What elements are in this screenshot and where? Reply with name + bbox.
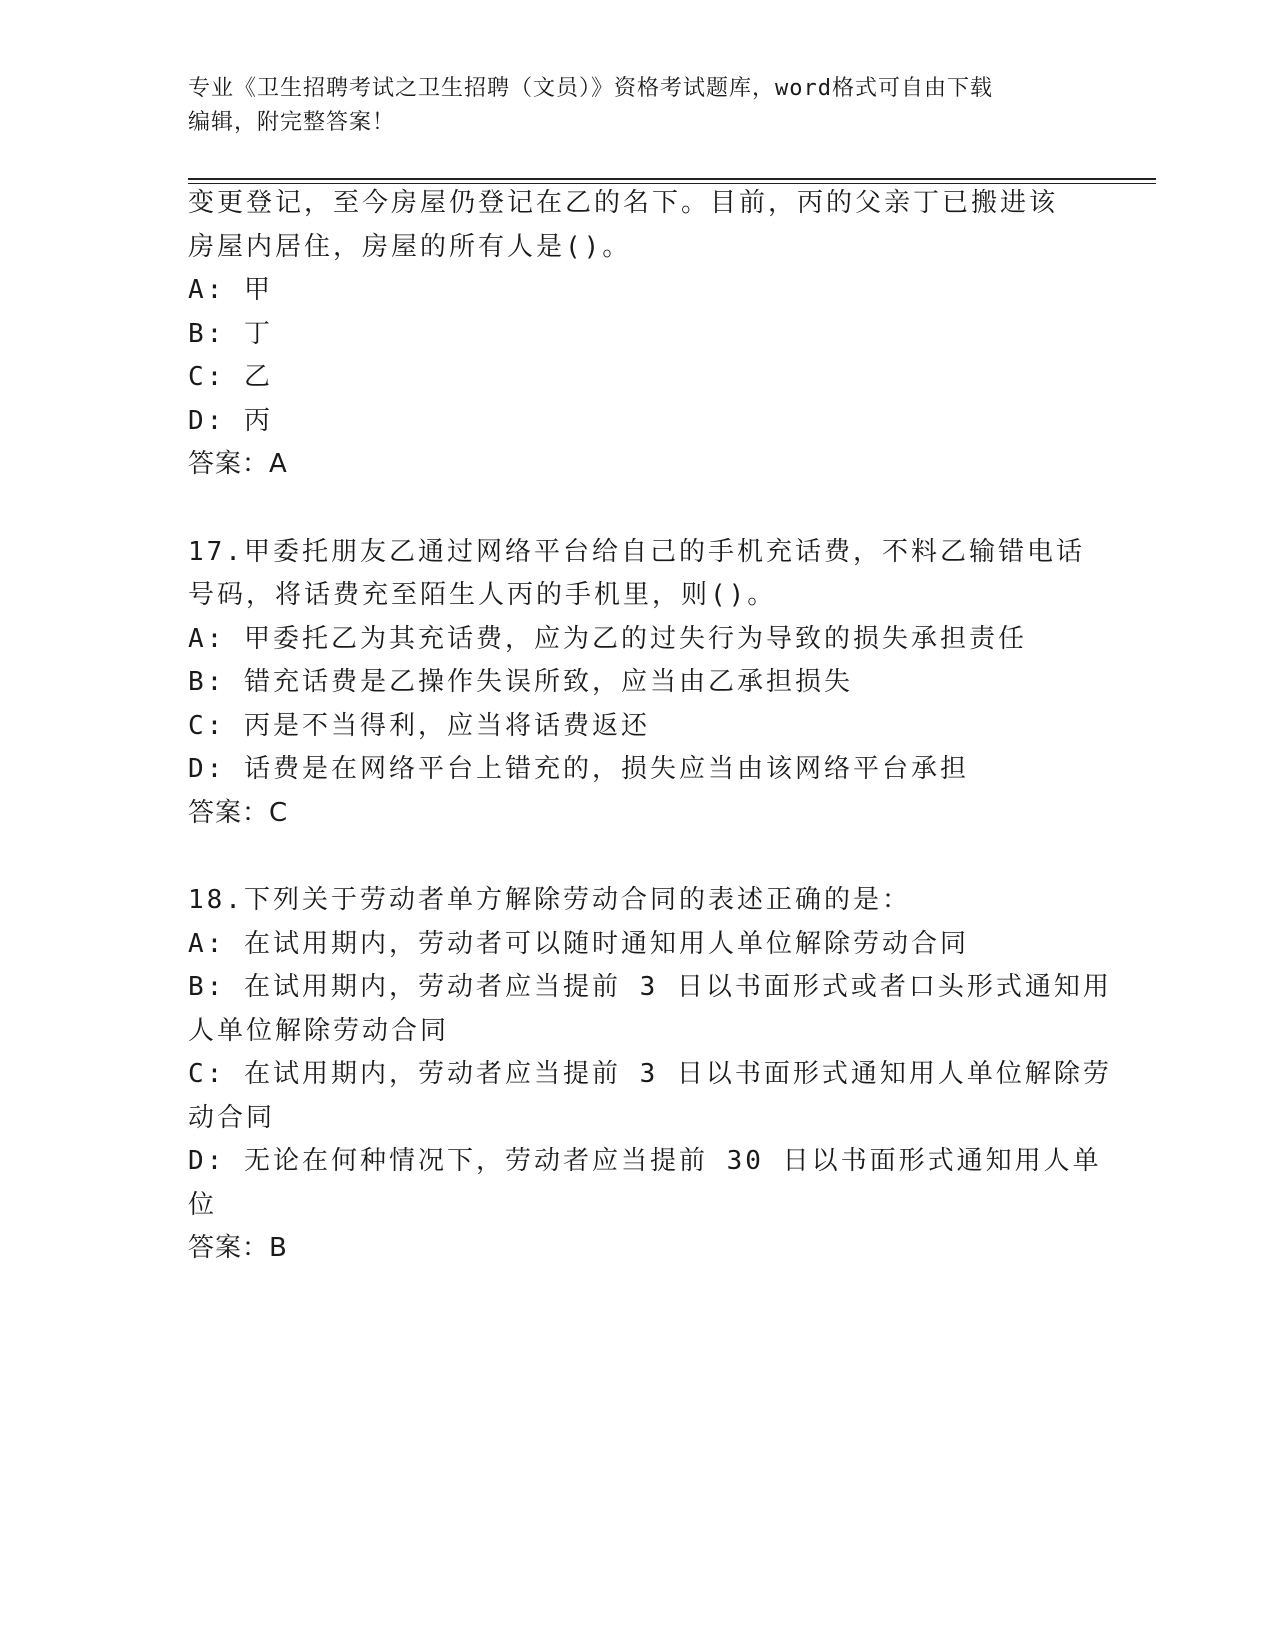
header-rule-thick (188, 178, 1156, 180)
option-a: A: 在试用期内，劳动者可以随时通知用人单位解除劳动合同 (188, 929, 969, 959)
header-line-2: 编辑，附完整答案！ (188, 110, 396, 135)
answer-label: 答案：C (188, 798, 289, 828)
option-b: B: 在试用期内，劳动者应当提前 3 日以书面形式或者口头形式通知用 (188, 972, 1112, 1002)
option-b-continued: 人单位解除劳动合同 (188, 1016, 450, 1046)
option-d: D: 无论在何种情况下，劳动者应当提前 30 日以书面形式通知用人单 (188, 1146, 1102, 1176)
header-text (188, 72, 1088, 140)
question-stem-line: 18.下列关于劳动者单方解除劳动合同的表述正确的是： (188, 885, 911, 915)
option-d-continued: 位 (188, 1190, 218, 1220)
option-c: C: 乙 (188, 362, 273, 392)
answer-label: 答案：A (188, 449, 288, 479)
option-b: B: 丁 (188, 319, 273, 349)
option-c: C: 丙是不当得利，应当将话费返还 (188, 711, 650, 741)
option-c-continued: 动合同 (188, 1103, 276, 1133)
option-d: D: 丙 (188, 406, 273, 436)
option-a: A: 甲委托乙为其充话费，应为乙的过失行为导致的损失承担责任 (188, 624, 1027, 654)
header-line-1: 专业《卫生招聘考试之卫生招聘（文员）》资格考试题库，word格式可自由下载 (188, 76, 993, 101)
question-stem-line: 变更登记，至今房屋仍登记在乙的名下。目前，丙的父亲丁已搬进该 (188, 188, 1059, 218)
question-stem-line: 17.甲委托朋友乙通过网络平台给自己的手机充话费，不料乙输错电话 (188, 537, 1085, 567)
option-d: D: 话费是在网络平台上错充的，损失应当由该网络平台承担 (188, 754, 969, 784)
question-stem-line: 房屋内居住，房屋的所有人是()。 (188, 232, 632, 262)
option-a: A: 甲 (188, 275, 273, 305)
question-stem-line: 号码，将话费充至陌生人丙的手机里，则()。 (188, 580, 777, 610)
option-b: B: 错充话费是乙操作失误所致，应当由乙承担损失 (188, 667, 853, 697)
answer-label: 答案：B (188, 1233, 288, 1263)
option-c: C: 在试用期内，劳动者应当提前 3 日以书面形式通知用人单位解除劳 (188, 1059, 1112, 1089)
